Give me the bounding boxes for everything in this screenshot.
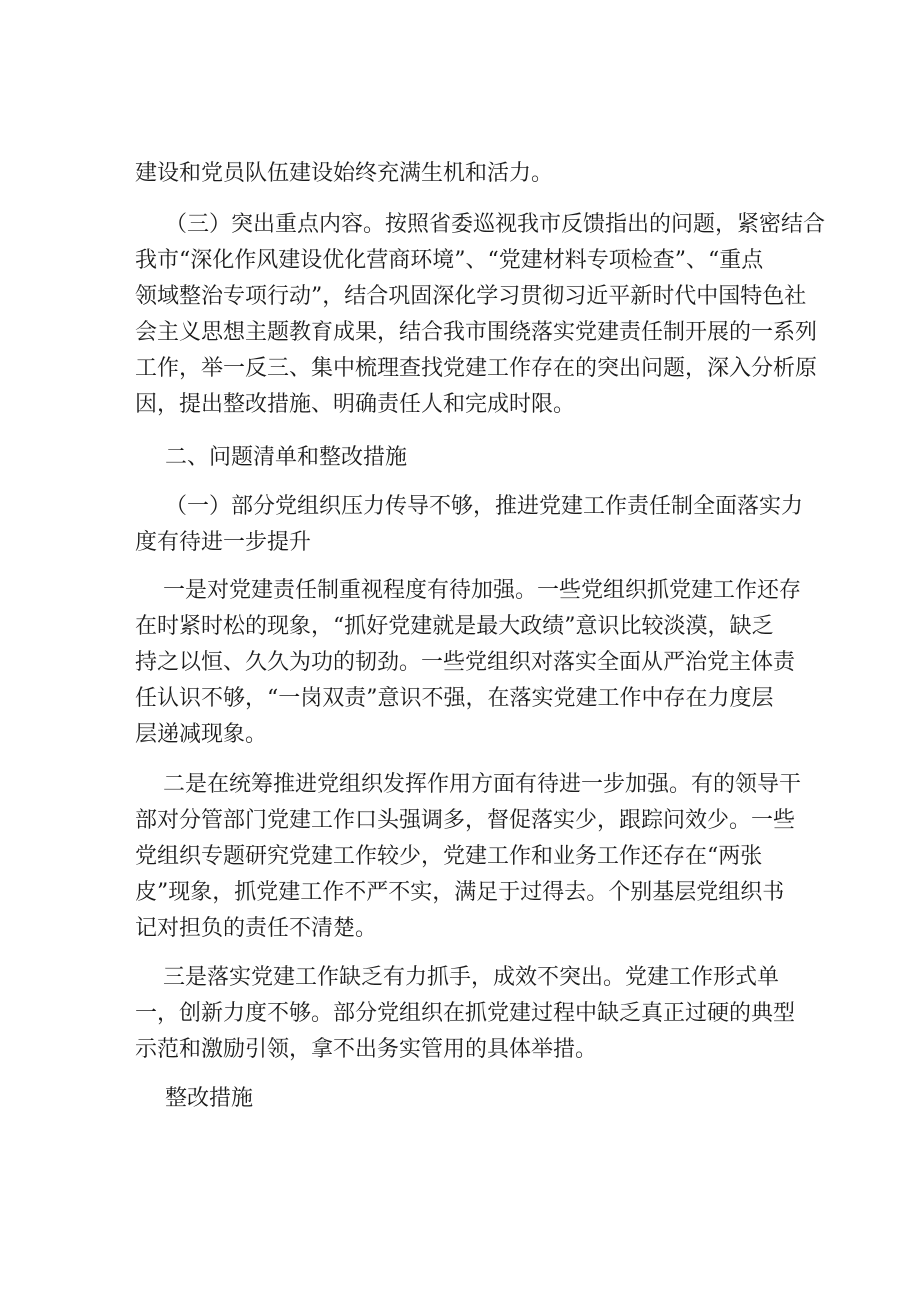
text-line: 因，提出整改措施、明确责任人和完成时限。 <box>135 392 576 417</box>
text-line: 领域整治专项行动”，结合巩固深化学习贯彻习近平新时代中国特色社 <box>135 284 807 309</box>
text-line: 层递减现象。 <box>135 722 268 747</box>
text-line: 建设和党员队伍建设始终充满生机和活力。 <box>135 161 554 186</box>
text-line: 在时紧时松的现象，“抓好党建就是最大政绩”意识比较淡漠，缺乏 <box>135 614 774 639</box>
text-line: 一，创新力度不够。部分党组织在抓党建过程中缺乏真正过硬的典型 <box>135 1001 796 1026</box>
heading-problem-list <box>135 440 795 476</box>
text-line: 党组织专题研究党建工作较少，党建工作和业务工作还存在“两张 <box>135 844 763 869</box>
text-line: 皮”现象，抓党建工作不严不实，满足于过得去。个别基层党组织书 <box>135 880 785 905</box>
paragraph-issue-3 <box>135 960 795 1068</box>
text-line: 度有待进一步提升 <box>135 530 312 555</box>
text-line: 一是对党建责任制重视程度有待加强。一些党组织抓党建工作还存 <box>163 578 802 603</box>
text-line: 三是落实党建工作缺乏有力抓手，成效不突出。党建工作形式单 <box>163 965 780 990</box>
text-line: 会主义思想主题教育成果，结合我市围绕落实党建责任制开展的一系列 <box>135 320 818 345</box>
text-line: 任认识不够，“一岗双责”意识不强，在落实党建工作中存在力度层 <box>135 686 774 711</box>
text-line: （一）部分党组织压力传导不够，推进党建工作责任制全面落实力 <box>165 494 804 519</box>
text-line: 整改措施 <box>165 1086 254 1111</box>
text-line: 工作，举一反三、集中梳理查找党建工作存在的突出问题，深入分析原 <box>135 356 818 381</box>
text-line: 示范和激励引领，拿不出务实管用的具体举措。 <box>135 1037 598 1062</box>
paragraph-intro-end <box>135 156 795 192</box>
paragraph-issue-2 <box>135 767 802 947</box>
paragraph-section-3-focus <box>135 207 826 423</box>
heading-rectification-measures <box>135 1081 795 1117</box>
text-line: 二是在统筹推进党组织发挥作用方面有待进一步加强。有的领导干 <box>163 772 802 797</box>
text-line: 记对担负的责任不清楚。 <box>135 916 378 941</box>
text-line: 二、问题清单和整改措施 <box>165 445 408 470</box>
paragraph-issue-1 <box>135 573 802 753</box>
text-line: 部对分管部门党建工作口头强调多，督促落实少，跟踪问效少。一些 <box>135 808 796 833</box>
subheading-problem-1 <box>135 489 804 561</box>
text-line: 我市“深化作风建设优化营商环境”、“党建材料专项检查”、“重点 <box>135 248 764 273</box>
text-line: 持之以恒、久久为功的韧劲。一些党组织对落实全面从严治党主体责 <box>135 650 796 675</box>
text-line: （三）突出重点内容。按照省委巡视我市反馈指出的问题，紧密结合 <box>165 212 826 237</box>
